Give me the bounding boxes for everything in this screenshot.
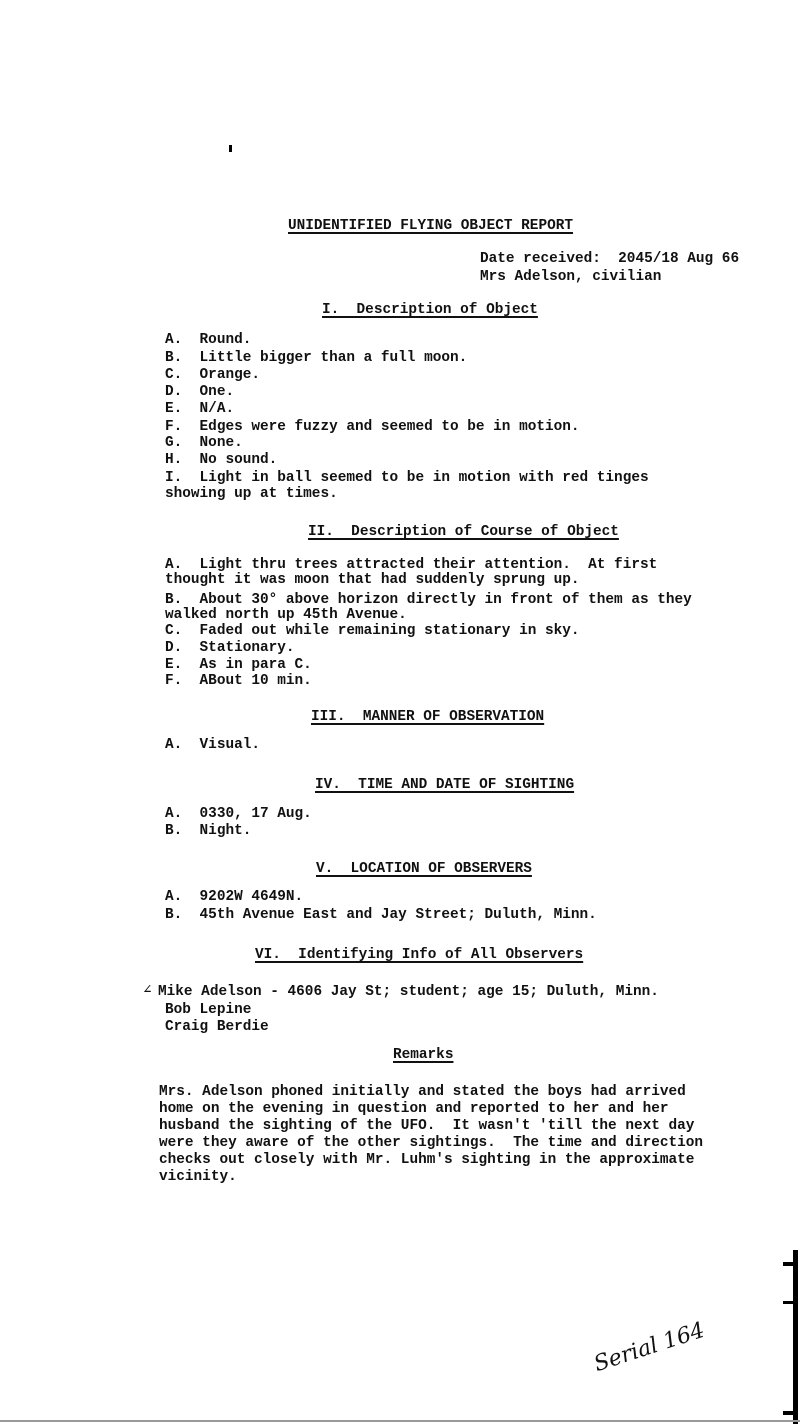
edge-tick — [783, 1262, 795, 1266]
s2-line: C. Faded out while remaining stationary in sky. — [165, 623, 580, 639]
observer-line: Mike Adelson - 4606 Jay St; student; age 15; Duluth, Minn. — [158, 984, 659, 1000]
s1-line: D. One. — [165, 384, 235, 400]
date-received: Date received: 2045/18 Aug 66 — [480, 251, 740, 267]
report-title: UNIDENTIFIED FLYING OBJECT REPORT — [288, 218, 573, 234]
observer-line: Bob Lepine — [165, 1002, 252, 1018]
s1-line: A. Round. — [165, 332, 252, 348]
s2-line: thought it was moon that had suddenly sprung up. — [165, 572, 580, 588]
s1-line: B. Little bigger than a full moon. — [165, 350, 468, 366]
section-6-heading: VI. Identifying Info of All Observers — [255, 947, 584, 963]
observer-line: Craig Berdie — [165, 1019, 269, 1035]
s2-line: B. About 30° above horizon directly in front of them as they — [165, 592, 692, 608]
remarks-line: husband the sighting of the UFO. It wasn't 'till the next day — [159, 1118, 695, 1134]
edge-tick — [783, 1301, 795, 1304]
scan-speck — [229, 145, 232, 152]
remarks-line: were they aware of the other sightings. The time and direction — [159, 1135, 704, 1151]
bottom-edge-line — [0, 1420, 800, 1422]
s5-line: A. 9202W 4649N. — [165, 889, 304, 905]
s3-line: A. Visual. — [165, 737, 260, 753]
handwritten-note: Serial 164 — [590, 1317, 708, 1378]
remarks-heading: Remarks — [393, 1047, 454, 1063]
s1-line: E. N/A. — [165, 401, 235, 417]
s2-line: E. As in para C. — [165, 657, 312, 673]
s2-line: F. ABout 10 min. — [165, 673, 312, 689]
s1-line: showing up at times. — [165, 486, 338, 502]
s2-line: walked north up 45th Avenue. — [165, 607, 407, 623]
s1-line: I. Light in ball seemed to be in motion with red tinges — [165, 470, 649, 486]
remarks-line: checks out closely with Mr. Luhm's sighting in the approximate — [159, 1152, 695, 1168]
s1-line: H. No sound. — [165, 452, 278, 468]
remarks-line: Mrs. Adelson phoned initially and stated the boys had arrived — [159, 1084, 686, 1100]
report-source: Mrs Adelson, civilian — [480, 269, 662, 285]
section-1-heading: I. Description of Object — [322, 302, 538, 318]
s4-line: B. Night. — [165, 823, 252, 839]
remarks-line: home on the evening in question and reported to her and her — [159, 1101, 669, 1117]
section-3-heading: III. MANNER OF OBSERVATION — [311, 709, 545, 725]
margin-mark: ∠ — [143, 983, 152, 999]
s4-line: A. 0330, 17 Aug. — [165, 806, 312, 822]
s1-line: F. Edges were fuzzy and seemed to be in motion. — [165, 419, 580, 435]
remarks-line: vicinity. — [159, 1169, 237, 1185]
s1-line: C. Orange. — [165, 367, 260, 383]
edge-tick — [783, 1411, 795, 1415]
s2-line: D. Stationary. — [165, 640, 295, 656]
section-2-heading: II. Description of Course of Object — [308, 524, 619, 540]
s5-line: B. 45th Avenue East and Jay Street; Duluth, Minn. — [165, 907, 597, 923]
s1-line: G. None. — [165, 435, 243, 451]
s2-line: A. Light thru trees attracted their attention. At first — [165, 557, 658, 573]
page-edge-bar — [793, 1250, 798, 1424]
section-4-heading: IV. TIME AND DATE OF SIGHTING — [315, 777, 575, 793]
section-5-heading: V. LOCATION OF OBSERVERS — [316, 861, 532, 877]
